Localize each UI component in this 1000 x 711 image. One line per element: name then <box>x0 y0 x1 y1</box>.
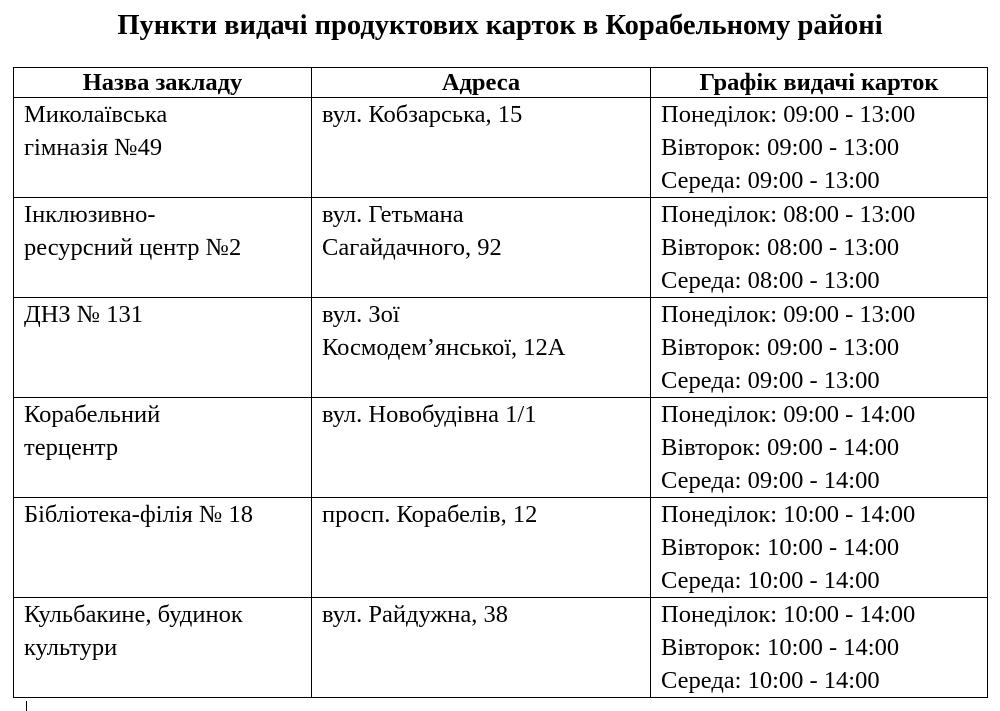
cell-address-line: вул. Новобудівна 1/1 <box>322 401 537 428</box>
cell-name-line: ресурсний центр №2 <box>24 234 242 261</box>
cell-schedule-line: Вівторок: 09:00 - 13:00 <box>661 134 900 161</box>
cell-address-line: вул. Кобзарська, 15 <box>322 101 523 128</box>
cell-address <box>312 298 651 398</box>
cell-schedule-line: Середа: 10:00 - 14:00 <box>661 667 880 694</box>
column-header-name: Назва закладу <box>14 68 312 98</box>
cell-schedule <box>651 298 988 398</box>
cell-address-line: вул. Гетьмана <box>322 201 464 228</box>
cell-schedule-line: Вівторок: 09:00 - 14:00 <box>661 434 900 461</box>
cell-schedule-line: Понеділок: 08:00 - 13:00 <box>661 201 916 228</box>
table-row <box>14 98 988 198</box>
cell-schedule-line: Середа: 08:00 - 13:00 <box>661 267 880 294</box>
cell-name <box>14 598 312 698</box>
cell-schedule-line: Середа: 09:00 - 13:00 <box>661 167 880 194</box>
cell-schedule <box>651 98 988 198</box>
cell-name-line: Корабельний <box>24 401 161 428</box>
cell-name-line: Миколаївська <box>24 101 168 128</box>
table-row <box>14 598 988 698</box>
table-row <box>14 398 988 498</box>
table-row <box>14 298 988 398</box>
cell-name <box>14 398 312 498</box>
cell-name <box>14 198 312 298</box>
cell-schedule <box>651 198 988 298</box>
cell-schedule <box>651 498 988 598</box>
cell-schedule <box>651 398 988 498</box>
cell-name-line: гімназія №49 <box>24 134 163 161</box>
cell-name <box>14 98 312 198</box>
cell-name-line: культури <box>24 634 118 661</box>
cell-name <box>14 498 312 598</box>
cell-address <box>312 598 651 698</box>
cell-name-line: Кульбакине, будинок <box>24 601 243 628</box>
cell-schedule-line: Понеділок: 10:00 - 14:00 <box>661 601 916 628</box>
table-header-row <box>14 68 988 98</box>
cell-address <box>312 398 651 498</box>
cell-schedule <box>651 598 988 698</box>
column-header-schedule: Графік видачі карток <box>651 68 988 98</box>
cell-address-line: вул. Зої <box>322 301 400 328</box>
cell-address-line: Сагайдачного, 92 <box>322 234 502 261</box>
cell-schedule-line: Середа: 09:00 - 14:00 <box>661 467 880 494</box>
cell-address <box>312 498 651 598</box>
cell-address <box>312 198 651 298</box>
cell-schedule-line: Понеділок: 10:00 - 14:00 <box>661 501 916 528</box>
cell-schedule-line: Вівторок: 08:00 - 13:00 <box>661 234 900 261</box>
cell-schedule-line: Вівторок: 10:00 - 14:00 <box>661 534 900 561</box>
cell-schedule-line: Середа: 09:00 - 13:00 <box>661 367 880 394</box>
cell-name-line: ДНЗ № 131 <box>24 301 144 328</box>
page-title: Пункти видачі продуктових карток в Корабельному районі <box>117 10 883 41</box>
cell-schedule-line: Понеділок: 09:00 - 13:00 <box>661 101 916 128</box>
cell-address-line: просп. Корабелів, 12 <box>322 501 538 528</box>
cell-schedule-line: Вівторок: 10:00 - 14:00 <box>661 634 900 661</box>
cell-address-line: Космодем’янської, 12А <box>322 334 566 361</box>
text-cursor <box>26 701 27 711</box>
cell-name-line: Бібліотека-філія № 18 <box>24 501 253 528</box>
distribution-points-table <box>13 67 988 698</box>
cell-address <box>312 98 651 198</box>
cell-name-line: терцентр <box>24 434 119 461</box>
column-header-address: Адреса <box>312 68 651 98</box>
table-row <box>14 498 988 598</box>
cell-schedule-line: Понеділок: 09:00 - 13:00 <box>661 301 916 328</box>
cell-name <box>14 298 312 398</box>
cell-schedule-line: Понеділок: 09:00 - 14:00 <box>661 401 916 428</box>
cell-name-line: Інклюзивно- <box>24 201 156 228</box>
cell-address-line: вул. Райдужна, 38 <box>322 601 509 628</box>
cell-schedule-line: Середа: 10:00 - 14:00 <box>661 567 880 594</box>
cell-schedule-line: Вівторок: 09:00 - 13:00 <box>661 334 900 361</box>
table-row <box>14 198 988 298</box>
